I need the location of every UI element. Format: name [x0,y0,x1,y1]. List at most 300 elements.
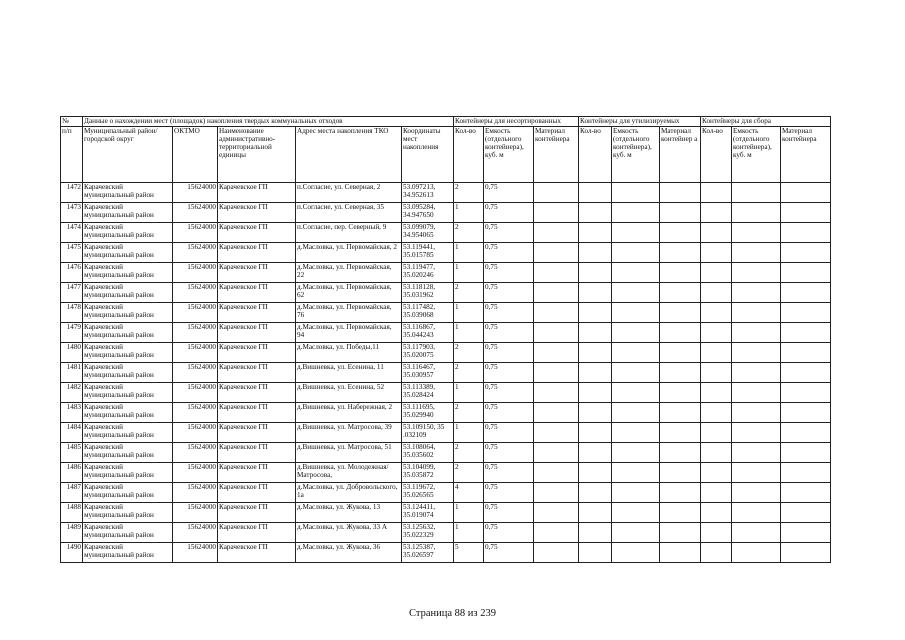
empty-cell [660,283,701,303]
district-cell: Карачевский муниципальный район [83,303,173,323]
container-capacity-cell: 0,75 [484,383,534,403]
empty-cell [781,323,831,343]
container-capacity-cell: 0,75 [484,483,534,503]
empty-cell [534,223,579,243]
empty-cell [660,443,701,463]
address-cell: д.Масловка, ул. Первомайская, 22 [296,263,402,283]
district-cell: Карачевский муниципальный район [83,383,173,403]
empty-cell [781,523,831,543]
container-capacity-cell: 0,75 [484,503,534,523]
admin-unit-cell: Карачевское ГП [218,343,296,363]
district-cell: Карачевский муниципальный район [83,223,173,243]
empty-cell [660,463,701,483]
empty-cell [701,303,732,323]
admin-unit-cell: Карачевское ГП [218,383,296,403]
coords-cell: 53.097213, 34.952613 [402,183,454,203]
table-row [61,363,831,383]
empty-cell [732,223,781,243]
table-row [61,263,831,283]
empty-cell [781,423,831,443]
empty-cell [701,423,732,443]
empty-cell [732,303,781,323]
empty-cell [701,283,732,303]
coords-cell: 53.119441, 35.015785 [402,243,454,263]
table-row [61,423,831,443]
table-row [61,523,831,543]
container-count-cell: 2 [454,463,484,483]
oktmo-cell: 15624000 [173,303,218,323]
district-cell: Карачевский муниципальный район [83,543,173,563]
container-count-cell: 1 [454,423,484,443]
container-capacity-cell: 0,75 [484,443,534,463]
table-row [61,243,831,263]
empty-cell [579,223,612,243]
header-row-groups [61,117,831,127]
empty-cell [732,483,781,503]
container-capacity-cell: 0,75 [484,263,534,283]
empty-cell [579,543,612,563]
oktmo-cell: 15624000 [173,383,218,403]
header-recyclable-material: Материал контейнер а [660,127,701,183]
empty-cell [579,183,612,203]
empty-cell [781,443,831,463]
address-cell: д.Масловка, ул. Первомайская, 2 [296,243,402,263]
empty-cell [612,203,660,223]
empty-cell [732,443,781,463]
header-district: Муниципальный район/городской округ [83,127,173,183]
oktmo-cell: 15624000 [173,323,218,343]
empty-cell [534,323,579,343]
empty-cell [534,263,579,283]
empty-cell [579,283,612,303]
coords-cell: 53.119672, 35.026565 [402,483,454,503]
address-cell: д.Масловка, ул. Первомайская, 76 [296,303,402,323]
empty-cell [579,423,612,443]
table-row [61,303,831,323]
empty-cell [534,183,579,203]
header-unsorted-capacity: Емкость (отдельного контейнера), куб. м [484,127,534,183]
empty-cell [660,323,701,343]
address-cell: д.Вишневка, ул. Матросова, 51 [296,443,402,463]
empty-cell [579,243,612,263]
container-capacity-cell: 0,75 [484,183,534,203]
row-number: 1474 [61,223,83,243]
container-count-cell: 4 [454,483,484,503]
empty-cell [701,203,732,223]
address-cell: д.Масловка, ул. Первомайская, 62 [296,283,402,303]
empty-cell [660,223,701,243]
container-capacity-cell: 0,75 [484,323,534,343]
coords-cell: 53.113389, 35.028424 [402,383,454,403]
empty-cell [701,523,732,543]
admin-unit-cell: Карачевское ГП [218,403,296,423]
address-cell: д.Масловка, ул. Жукова, 36 [296,543,402,563]
admin-unit-cell: Карачевское ГП [218,323,296,343]
coords-cell: 53.119477, 35.020246 [402,263,454,283]
empty-cell [781,543,831,563]
empty-cell [781,183,831,203]
container-capacity-cell: 0,75 [484,203,534,223]
header-unsorted-group: Контейнеры для несортированных [454,117,579,127]
empty-cell [701,363,732,383]
row-number: 1480 [61,343,83,363]
address-cell: п.Согласие, ул. Северная, 35 [296,203,402,223]
empty-cell [660,343,701,363]
container-count-cell: 2 [454,223,484,243]
empty-cell [534,243,579,263]
address-cell: д.Вишневка, ул. Есенина, 11 [296,363,402,383]
empty-cell [732,323,781,343]
oktmo-cell: 15624000 [173,483,218,503]
empty-cell [612,383,660,403]
container-count-cell: 1 [454,243,484,263]
district-cell: Карачевский муниципальный район [83,523,173,543]
oktmo-cell: 15624000 [173,243,218,263]
oktmo-cell: 15624000 [173,263,218,283]
empty-cell [660,363,701,383]
address-cell: д.Вишневка, ул. Молодежная/Матросова, [296,463,402,483]
empty-cell [732,463,781,483]
container-capacity-cell: 0,75 [484,243,534,263]
empty-cell [732,383,781,403]
empty-cell [534,283,579,303]
coords-cell: 53.108064, 35.035602 [402,443,454,463]
empty-cell [612,303,660,323]
empty-cell [612,463,660,483]
table-row [61,383,831,403]
container-capacity-cell: 0,75 [484,463,534,483]
table-row [61,483,831,503]
row-number: 1478 [61,303,83,323]
empty-cell [534,523,579,543]
empty-cell [534,483,579,503]
empty-cell [781,283,831,303]
empty-cell [781,463,831,483]
empty-cell [579,383,612,403]
admin-unit-cell: Карачевское ГП [218,483,296,503]
header-unsorted-material: Материал контейнера [534,127,579,183]
container-count-cell: 2 [454,363,484,383]
empty-cell [660,503,701,523]
empty-cell [579,503,612,523]
table-row [61,283,831,303]
empty-cell [579,523,612,543]
coords-cell: 53.125632, 35.022329 [402,523,454,543]
empty-cell [579,323,612,343]
header-no: № [61,117,83,127]
address-cell: д.Масловка, ул. Первомайская, 94 [296,323,402,343]
container-capacity-cell: 0,75 [484,403,534,423]
admin-unit-cell: Карачевское ГП [218,303,296,323]
oktmo-cell: 15624000 [173,223,218,243]
district-cell: Карачевский муниципальный район [83,463,173,483]
container-count-cell: 2 [454,403,484,423]
empty-cell [534,383,579,403]
oktmo-cell: 15624000 [173,183,218,203]
empty-cell [534,423,579,443]
empty-cell [534,203,579,223]
address-cell: п.Согласие, пер. Северный, 9 [296,223,402,243]
empty-cell [732,263,781,283]
empty-cell [732,363,781,383]
empty-cell [781,383,831,403]
district-cell: Карачевский муниципальный район [83,183,173,203]
empty-cell [612,483,660,503]
empty-cell [612,323,660,343]
empty-cell [534,503,579,523]
empty-cell [660,523,701,543]
row-number: 1473 [61,203,83,223]
row-number: 1479 [61,323,83,343]
empty-cell [534,303,579,323]
header-collection-capacity: Емкость (отдельного контейнера), куб. м [732,127,781,183]
container-capacity-cell: 0,75 [484,523,534,543]
empty-cell [612,423,660,443]
empty-cell [732,343,781,363]
table-row [61,223,831,243]
empty-cell [732,203,781,223]
empty-cell [781,483,831,503]
empty-cell [701,483,732,503]
container-capacity-cell: 0,75 [484,303,534,323]
container-count-cell: 1 [454,323,484,343]
empty-cell [701,343,732,363]
header-collection-group: Контейнеры для сбора [701,117,831,127]
coords-cell: 53.117903, 35.020075 [402,343,454,363]
address-cell: д.Вишневка, ул. Набережная, 2 [296,403,402,423]
empty-cell [701,183,732,203]
empty-cell [612,543,660,563]
header-oktmo: ОКТМО [173,127,218,183]
empty-cell [612,503,660,523]
row-number: 1481 [61,363,83,383]
table-row [61,323,831,343]
empty-cell [701,543,732,563]
empty-cell [534,443,579,463]
empty-cell [660,303,701,323]
admin-unit-cell: Карачевское ГП [218,283,296,303]
empty-cell [579,443,612,463]
coords-cell: 53.095284, 34.947650 [402,203,454,223]
empty-cell [732,543,781,563]
header-unsorted-count: Кол-во [454,127,484,183]
empty-cell [660,403,701,423]
empty-cell [660,383,701,403]
row-number: 1490 [61,543,83,563]
oktmo-cell: 15624000 [173,423,218,443]
empty-cell [612,343,660,363]
row-number: 1477 [61,283,83,303]
container-count-cell: 2 [454,183,484,203]
table-row [61,403,831,423]
row-number: 1487 [61,483,83,503]
empty-cell [660,183,701,203]
admin-unit-cell: Карачевское ГП [218,243,296,263]
empty-cell [534,363,579,383]
oktmo-cell: 15624000 [173,203,218,223]
empty-cell [612,523,660,543]
row-number: 1486 [61,463,83,483]
header-pp: п/п [61,127,83,183]
address-cell: д.Масловка, ул. Жукова, 33 А [296,523,402,543]
container-count-cell: 2 [454,443,484,463]
empty-cell [612,443,660,463]
container-count-cell: 1 [454,523,484,543]
empty-cell [660,263,701,283]
empty-cell [781,223,831,243]
container-capacity-cell: 0,75 [484,363,534,383]
coords-cell: 53.117482, 35.039068 [402,303,454,323]
container-count-cell: 1 [454,203,484,223]
district-cell: Карачевский муниципальный район [83,323,173,343]
header-row-columns [61,127,831,183]
empty-cell [781,343,831,363]
empty-cell [732,283,781,303]
coords-cell: 53.125387, 35.026597 [402,543,454,563]
admin-unit-cell: Карачевское ГП [218,223,296,243]
coords-cell: 53.099079, 34.954065 [402,223,454,243]
header-location-group: Данные о нахождении мест (площадок) накопления твердых коммунальных отходов [83,117,454,127]
empty-cell [781,503,831,523]
district-cell: Карачевский муниципальный район [83,283,173,303]
empty-cell [701,263,732,283]
empty-cell [534,343,579,363]
container-capacity-cell: 0,75 [484,223,534,243]
empty-cell [781,243,831,263]
empty-cell [660,243,701,263]
container-count-cell: 2 [454,343,484,363]
table-row [61,463,831,483]
empty-cell [612,183,660,203]
empty-cell [660,483,701,503]
page-footer: Страница 88 из 239 [409,608,496,619]
empty-cell [701,403,732,423]
district-cell: Карачевский муниципальный район [83,483,173,503]
oktmo-cell: 15624000 [173,523,218,543]
admin-unit-cell: Карачевское ГП [218,263,296,283]
header-recyclable-capacity: Емкость (отдельного контейнера), куб. м [612,127,660,183]
admin-unit-cell: Карачевское ГП [218,203,296,223]
address-cell: д.Масловка, ул. Добровольского, 1а [296,483,402,503]
district-cell: Карачевский муниципальный район [83,263,173,283]
row-number: 1482 [61,383,83,403]
container-capacity-cell: 0,75 [484,423,534,443]
admin-unit-cell: Карачевское ГП [218,423,296,443]
table-body [61,183,831,563]
table-row [61,183,831,203]
empty-cell [534,403,579,423]
coords-cell: 53.116867, 35.044243 [402,323,454,343]
oktmo-cell: 15624000 [173,363,218,383]
empty-cell [579,483,612,503]
empty-cell [732,523,781,543]
empty-cell [534,543,579,563]
header-coords: Координаты мест накопления [402,127,454,183]
oktmo-cell: 15624000 [173,443,218,463]
row-number: 1488 [61,503,83,523]
header-address: Адрес места накопления ТКО [296,127,402,183]
coords-cell: 53.124411, 35.019074 [402,503,454,523]
district-cell: Карачевский муниципальный район [83,243,173,263]
empty-cell [534,463,579,483]
empty-cell [579,403,612,423]
district-cell: Карачевский муниципальный район [83,403,173,423]
row-number: 1484 [61,423,83,443]
container-capacity-cell: 0,75 [484,283,534,303]
empty-cell [612,243,660,263]
empty-cell [660,543,701,563]
row-number: 1475 [61,243,83,263]
admin-unit-cell: Карачевское ГП [218,363,296,383]
header-recyclable-group: Контейнеры для утилизируемых [579,117,701,127]
coords-cell: 53.116467, 35.030957 [402,363,454,383]
container-count-cell: 1 [454,503,484,523]
district-cell: Карачевский муниципальный район [83,363,173,383]
address-cell: д.Вишневка, ул. Матросова, 39 [296,423,402,443]
oktmo-cell: 15624000 [173,463,218,483]
district-cell: Карачевский муниципальный район [83,503,173,523]
container-capacity-cell: 0,75 [484,543,534,563]
empty-cell [701,383,732,403]
empty-cell [781,263,831,283]
container-capacity-cell: 0,75 [484,343,534,363]
empty-cell [579,343,612,363]
admin-unit-cell: Карачевское ГП [218,543,296,563]
empty-cell [701,223,732,243]
table-row [61,543,831,563]
empty-cell [781,403,831,423]
empty-cell [579,263,612,283]
oktmo-cell: 15624000 [173,543,218,563]
empty-cell [781,363,831,383]
admin-unit-cell: Карачевское ГП [218,443,296,463]
district-cell: Карачевский муниципальный район [83,343,173,363]
oktmo-cell: 15624000 [173,343,218,363]
empty-cell [701,463,732,483]
empty-cell [732,243,781,263]
empty-cell [579,363,612,383]
header-recyclable-count: Кол-во [579,127,612,183]
container-count-cell: 5 [454,543,484,563]
address-cell: п.Согласие, ул. Северная, 2 [296,183,402,203]
header-collection-material: Материал контейнера [781,127,831,183]
empty-cell [579,463,612,483]
admin-unit-cell: Карачевское ГП [218,523,296,543]
row-number: 1483 [61,403,83,423]
row-number: 1489 [61,523,83,543]
empty-cell [732,423,781,443]
admin-unit-cell: Карачевское ГП [218,183,296,203]
admin-unit-cell: Карачевское ГП [218,463,296,483]
empty-cell [701,503,732,523]
table-row [61,343,831,363]
empty-cell [732,403,781,423]
empty-cell [660,423,701,443]
district-cell: Карачевский муниципальный район [83,203,173,223]
empty-cell [612,223,660,243]
table-row [61,503,831,523]
empty-cell [579,303,612,323]
header-collection-count: Кол-во [701,127,732,183]
coords-cell: 53.104099, 35.035872 [402,463,454,483]
empty-cell [781,203,831,223]
container-count-cell: 1 [454,383,484,403]
oktmo-cell: 15624000 [173,283,218,303]
empty-cell [660,203,701,223]
address-cell: д.Вишневка, ул. Есенина, 52 [296,383,402,403]
empty-cell [732,183,781,203]
empty-cell [701,443,732,463]
